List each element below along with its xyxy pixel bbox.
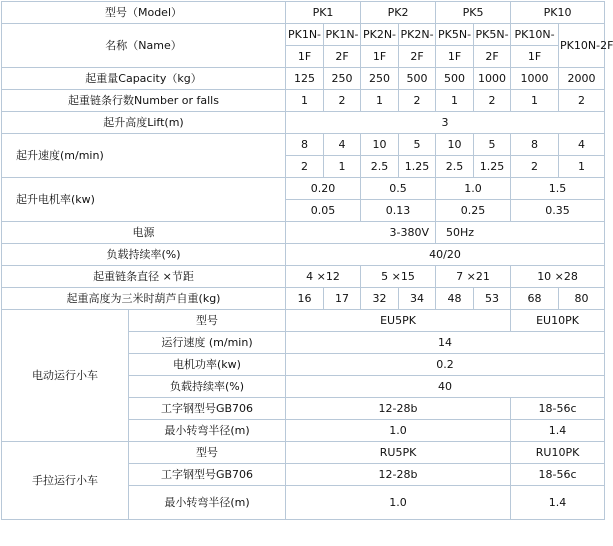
value-cell: 5 (399, 134, 436, 156)
row-label: 型号 (129, 310, 286, 332)
value-cell: 8 (286, 134, 324, 156)
value-cell: 1.0 (286, 420, 511, 442)
model-cell: PK2N- (361, 24, 399, 46)
value-cell: 2.5 (361, 156, 399, 178)
value-cell: EU10PK (511, 310, 605, 332)
value-cell: 500 (399, 68, 436, 90)
value-cell: 18-56c (511, 464, 605, 486)
value-cell: 1000 (474, 68, 511, 90)
row-label: 起升高度Lift(m) (2, 112, 286, 134)
value-cell: 2000 (559, 68, 605, 90)
value-cell: 68 (511, 288, 559, 310)
row-label: 最小转弯半径(m) (129, 420, 286, 442)
group-pk2: PK2 (361, 2, 436, 24)
row-chain (2, 266, 605, 288)
value-cell: 1.25 (399, 156, 436, 178)
model-cell: 1F (436, 46, 474, 68)
row-label: 最小转弯半径(m) (129, 486, 286, 520)
value-cell: 1 (324, 156, 361, 178)
row-label: 起重高度为三米时葫芦自重(kg) (2, 288, 286, 310)
value-cell: 4 ×12 (286, 266, 361, 288)
value-cell: 1 (559, 156, 605, 178)
row-falls (2, 90, 605, 112)
model-cell: 2F (324, 46, 361, 68)
row-label: 负载持续率(%) (129, 376, 286, 398)
value-cell: 2 (324, 90, 361, 112)
value-cell: 5 (474, 134, 511, 156)
value-cell: 125 (286, 68, 324, 90)
row-label: 型号 (129, 442, 286, 464)
row-duty (2, 244, 605, 266)
model-cell: 1F (361, 46, 399, 68)
value-cell: 8 (511, 134, 559, 156)
model-cell: 1F (511, 46, 559, 68)
value-cell: 4 (559, 134, 605, 156)
name-label: 名称（Name） (2, 24, 286, 68)
model-label: 型号（Model） (2, 2, 286, 24)
value-cell: 7 ×21 (436, 266, 511, 288)
value-cell: 3-380V (286, 222, 436, 244)
value-cell: 1.0 (286, 486, 511, 520)
row-speed-a (2, 134, 605, 156)
model-cell: PK1N- (286, 24, 324, 46)
spec-table (1, 1, 613, 520)
header-row-models-1 (2, 24, 605, 46)
row-label: 起重量Capacity（kg） (2, 68, 286, 90)
value-cell: 1.5 (511, 178, 605, 200)
model-cell: PK10N- (511, 24, 559, 46)
row-label: 运行速度 (m/min) (129, 332, 286, 354)
row-label: 工字钢型号GB706 (129, 398, 286, 420)
value-cell: 12-28b (286, 398, 511, 420)
row-label: 起重链条直径 ×节距 (2, 266, 286, 288)
value-cell: 2.5 (436, 156, 474, 178)
row-motor-a (2, 178, 605, 200)
row-label: 起重链条行数Number or falls (2, 90, 286, 112)
value-cell: EU5PK (286, 310, 511, 332)
row-label: 电机功率(kw) (129, 354, 286, 376)
group-pk1: PK1 (286, 2, 361, 24)
value-cell: 1 (361, 90, 399, 112)
row-mt-model (2, 442, 605, 464)
value-cell: 10 ×28 (511, 266, 605, 288)
manual-trolley-label: 手拉运行小车 (2, 442, 129, 520)
value-cell: 32 (361, 288, 399, 310)
row-weight (2, 288, 605, 310)
model-cell: PK5N- (436, 24, 474, 46)
header-row-groups (2, 2, 605, 24)
value-cell: 53 (474, 288, 511, 310)
value-cell: 0.20 (286, 178, 361, 200)
value-cell: 1 (511, 90, 559, 112)
value-cell: 1000 (511, 68, 559, 90)
electric-trolley-label: 电动运行小车 (2, 310, 129, 442)
value-cell: 2 (286, 156, 324, 178)
value-cell: 12-28b (286, 464, 511, 486)
model-cell: 2F (474, 46, 511, 68)
value-cell: 250 (324, 68, 361, 90)
value-cell: 2 (399, 90, 436, 112)
value-cell: 40 (286, 376, 605, 398)
value-cell: 1.4 (511, 420, 605, 442)
value-cell: 1.0 (436, 178, 511, 200)
model-cell: PK10N-2F (559, 24, 605, 68)
value-cell: 0.35 (511, 200, 605, 222)
group-pk10: PK10 (511, 2, 605, 24)
value-cell: 14 (286, 332, 605, 354)
value-cell: RU5PK (286, 442, 511, 464)
value-cell: 0.05 (286, 200, 361, 222)
value-cell: 5 ×15 (361, 266, 436, 288)
value-cell: 1 (286, 90, 324, 112)
model-cell: PK2N- (399, 24, 436, 46)
row-label: 工字钢型号GB706 (129, 464, 286, 486)
value-cell: 250 (361, 68, 399, 90)
model-cell: PK1N- (324, 24, 361, 46)
row-power (2, 222, 605, 244)
value-cell: 34 (399, 288, 436, 310)
value-cell: 80 (559, 288, 605, 310)
value-cell: 17 (324, 288, 361, 310)
value-cell: 48 (436, 288, 474, 310)
model-cell: 2F (399, 46, 436, 68)
value-cell: 0.25 (436, 200, 511, 222)
value-cell: 1.4 (511, 486, 605, 520)
value-cell: 16 (286, 288, 324, 310)
value-cell: 2 (559, 90, 605, 112)
row-lift (2, 112, 605, 134)
value-cell: 0.13 (361, 200, 436, 222)
row-label: 电源 (2, 222, 286, 244)
value-cell: 40/20 (286, 244, 605, 266)
row-label: 起升电机率(kw) (2, 178, 286, 222)
value-cell: 1.25 (474, 156, 511, 178)
value-cell: 1 (436, 90, 474, 112)
value-cell: 2 (474, 90, 511, 112)
value-cell: 500 (436, 68, 474, 90)
row-label: 起升速度(m/min) (2, 134, 286, 178)
group-pk5: PK5 (436, 2, 511, 24)
value-cell: 0.2 (286, 354, 605, 376)
row-et-model (2, 310, 605, 332)
value-cell: 10 (436, 134, 474, 156)
value-cell: RU10PK (511, 442, 605, 464)
model-cell: PK5N- (474, 24, 511, 46)
value-cell: 10 (361, 134, 399, 156)
value-cell: 4 (324, 134, 361, 156)
value-cell: 18-56c (511, 398, 605, 420)
row-capacity (2, 68, 605, 90)
value-cell: 3 (286, 112, 605, 134)
model-cell: 1F (286, 46, 324, 68)
value-cell: 50Hz (436, 222, 605, 244)
value-cell: 2 (511, 156, 559, 178)
row-label: 负载持续率(%) (2, 244, 286, 266)
value-cell: 0.5 (361, 178, 436, 200)
